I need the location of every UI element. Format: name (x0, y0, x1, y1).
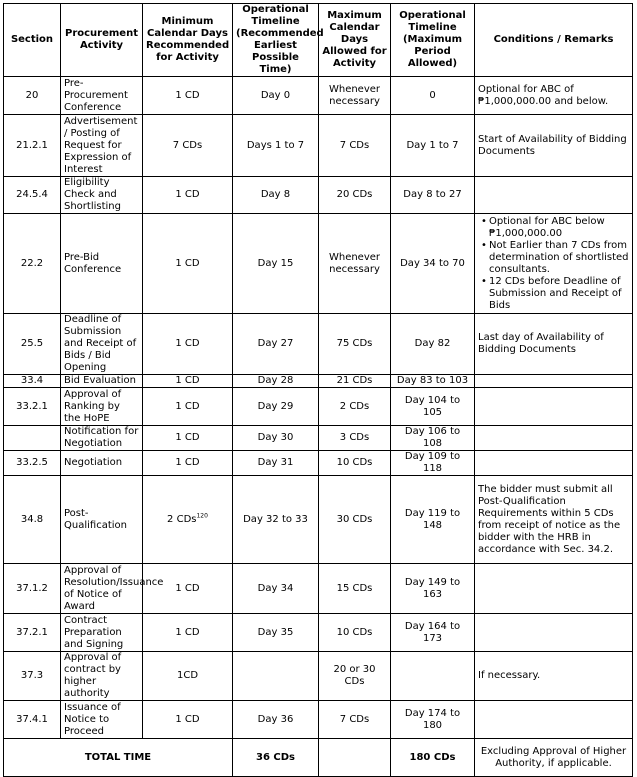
cell-min-days: 1 CD (143, 701, 233, 739)
cell-activity: Approval of contract by higher authority (61, 652, 143, 701)
table-row (4, 77, 633, 115)
table-row (4, 652, 633, 701)
table-row (4, 214, 633, 314)
cell-activity: Contract Preparation and Signing (61, 614, 143, 652)
table-row (4, 388, 633, 426)
total-op-max: 180 CDs (391, 739, 475, 777)
cell-remarks: The bidder must submit all Post-Qualification Requirements within 5 CDs from receipt of notice as the bidder with the HRB in accordance with Sec. 34.2. (475, 476, 633, 564)
cell-min-days (143, 476, 233, 564)
cell-section: 37.4.1 (4, 701, 61, 739)
cell-remarks (475, 451, 633, 476)
cell-max-days: 75 CDs (319, 314, 391, 375)
cell-remarks (475, 177, 633, 214)
cell-section: 34.8 (4, 476, 61, 564)
table-row (4, 564, 633, 614)
header-row (4, 4, 633, 77)
table-row (4, 426, 633, 451)
remarks-list-item: • Optional for ABC below ₱1,000,000.00 (481, 216, 629, 240)
cell-remarks: Optional for ABC of ₱1,000,000.00 and below. (475, 77, 633, 115)
cell-activity: Approval of Resolution/Issuance of Notice of Award (61, 564, 143, 614)
remarks-list-item: • 12 CDs before Deadline of Submission and Receipt of Bids (481, 276, 629, 312)
cell-min-days: 1 CD (143, 426, 233, 451)
cell-op-timeline: Day 8 (233, 177, 319, 214)
table-row (4, 451, 633, 476)
cell-min-days: 1 CD (143, 214, 233, 314)
cell-op-max: Day 83 to 103 (391, 375, 475, 388)
cell-op-max: Day 8 to 27 (391, 177, 475, 214)
cell-min-days: 1 CD (143, 451, 233, 476)
min-days-value: 2 CDs (167, 513, 197, 525)
cell-min-days: 1 CD (143, 388, 233, 426)
cell-max-days: 20 CDs (319, 177, 391, 214)
cell-op-timeline: Days 1 to 7 (233, 115, 319, 177)
cell-activity: Negotiation (61, 451, 143, 476)
total-max-days (319, 739, 391, 777)
cell-op-max: Day 109 to 118 (391, 451, 475, 476)
cell-min-days: 1 CD (143, 564, 233, 614)
total-remarks: Excluding Approval of Higher Authority, if applicable. (475, 739, 633, 777)
cell-remarks (475, 375, 633, 388)
cell-max-days: Whenever necessary (319, 77, 391, 115)
cell-remarks: Start of Availability of Bidding Documents (475, 115, 633, 177)
total-label: TOTAL TIME (4, 739, 233, 777)
cell-max-days: 7 CDs (319, 115, 391, 177)
cell-op-timeline: Day 28 (233, 375, 319, 388)
cell-op-timeline: Day 36 (233, 701, 319, 739)
cell-max-days: 20 or 30 CDs (319, 652, 391, 701)
cell-activity: Eligibility Check and Shortlisting (61, 177, 143, 214)
cell-min-days: 7 CDs (143, 115, 233, 177)
header-min-days: Minimum Calendar Days Recommended for Activity (143, 4, 233, 77)
cell-section: 33.2.5 (4, 451, 61, 476)
cell-activity: Advertisement / Posting of Request for Expression of Interest (61, 115, 143, 177)
cell-remarks (475, 388, 633, 426)
cell-min-days: 1 CD (143, 314, 233, 375)
header-activity: Procurement Activity (61, 4, 143, 77)
cell-max-days: 21 CDs (319, 375, 391, 388)
cell-min-days: 1 CD (143, 77, 233, 115)
cell-section: 24.5.4 (4, 177, 61, 214)
cell-activity: Issuance of Notice to Proceed (61, 701, 143, 739)
cell-section: 33.4 (4, 375, 61, 388)
cell-section: 22.2 (4, 214, 61, 314)
cell-section: 25.5 (4, 314, 61, 375)
cell-op-max (391, 652, 475, 701)
remarks-list (478, 216, 629, 312)
cell-max-days: 10 CDs (319, 451, 391, 476)
cell-activity: Deadline of Submission and Receipt of Bids / Bid Opening (61, 314, 143, 375)
cell-section (4, 426, 61, 451)
cell-min-days: 1 CD (143, 375, 233, 388)
cell-min-days: 1 CD (143, 614, 233, 652)
procurement-timeline-table (3, 3, 633, 777)
cell-remarks (475, 214, 633, 314)
cell-op-max: Day 164 to 173 (391, 614, 475, 652)
cell-op-timeline: Day 29 (233, 388, 319, 426)
cell-op-timeline: Day 0 (233, 77, 319, 115)
cell-op-timeline: Day 30 (233, 426, 319, 451)
cell-remarks (475, 564, 633, 614)
table-row (4, 314, 633, 375)
cell-remarks (475, 701, 633, 739)
cell-op-timeline: Day 32 to 33 (233, 476, 319, 564)
cell-op-max: Day 119 to 148 (391, 476, 475, 564)
cell-remarks: Last day of Availability of Bidding Documents (475, 314, 633, 375)
total-op-timeline: 36 CDs (233, 739, 319, 777)
cell-section: 21.2.1 (4, 115, 61, 177)
table-row (4, 476, 633, 564)
cell-activity: Pre-Bid Conference (61, 214, 143, 314)
header-op-max: Operational Timeline (Maximum Period Allowed) (391, 4, 475, 77)
header-op-timeline: Operational Timeline (Recommended Earliest Possible Time) (233, 4, 319, 77)
header-max-days: Maximum Calendar Days Allowed for Activity (319, 4, 391, 77)
cell-max-days: 3 CDs (319, 426, 391, 451)
table-row (4, 375, 633, 388)
cell-remarks (475, 614, 633, 652)
table-row (4, 701, 633, 739)
cell-activity: Pre-Procurement Conference (61, 77, 143, 115)
cell-activity: Notification for Negotiation (61, 426, 143, 451)
footnote-ref: 120 (196, 512, 208, 520)
cell-section: 37.2.1 (4, 614, 61, 652)
cell-op-max: Day 106 to 108 (391, 426, 475, 451)
cell-max-days: 7 CDs (319, 701, 391, 739)
cell-max-days: 10 CDs (319, 614, 391, 652)
cell-max-days: Whenever necessary (319, 214, 391, 314)
table-row (4, 614, 633, 652)
header-remarks: Conditions / Remarks (475, 4, 633, 77)
table-row (4, 115, 633, 177)
cell-op-timeline: Day 15 (233, 214, 319, 314)
cell-op-max: Day 1 to 7 (391, 115, 475, 177)
cell-op-max: Day 149 to 163 (391, 564, 475, 614)
cell-op-timeline: Day 31 (233, 451, 319, 476)
cell-remarks: If necessary. (475, 652, 633, 701)
cell-op-timeline: Day 35 (233, 614, 319, 652)
cell-op-max: 0 (391, 77, 475, 115)
cell-section: 20 (4, 77, 61, 115)
cell-activity: Approval of Ranking by the HoPE (61, 388, 143, 426)
cell-op-max: Day 174 to 180 (391, 701, 475, 739)
cell-op-timeline: Day 27 (233, 314, 319, 375)
cell-min-days: 1 CD (143, 177, 233, 214)
cell-op-timeline: Day 34 (233, 564, 319, 614)
cell-activity: Bid Evaluation (61, 375, 143, 388)
cell-op-max: Day 34 to 70 (391, 214, 475, 314)
cell-activity: Post-Qualification (61, 476, 143, 564)
cell-section: 33.2.1 (4, 388, 61, 426)
remarks-list-item: • Not Earlier than 7 CDs from determination of shortlisted consultants. (481, 240, 629, 276)
cell-min-days: 1CD (143, 652, 233, 701)
cell-op-timeline (233, 652, 319, 701)
total-row (4, 739, 633, 777)
cell-max-days: 30 CDs (319, 476, 391, 564)
header-section: Section (4, 4, 61, 77)
table-row (4, 177, 633, 214)
cell-op-max: Day 82 (391, 314, 475, 375)
cell-section: 37.1.2 (4, 564, 61, 614)
cell-max-days: 2 CDs (319, 388, 391, 426)
cell-remarks (475, 426, 633, 451)
cell-section: 37.3 (4, 652, 61, 701)
cell-op-max: Day 104 to 105 (391, 388, 475, 426)
cell-max-days: 15 CDs (319, 564, 391, 614)
